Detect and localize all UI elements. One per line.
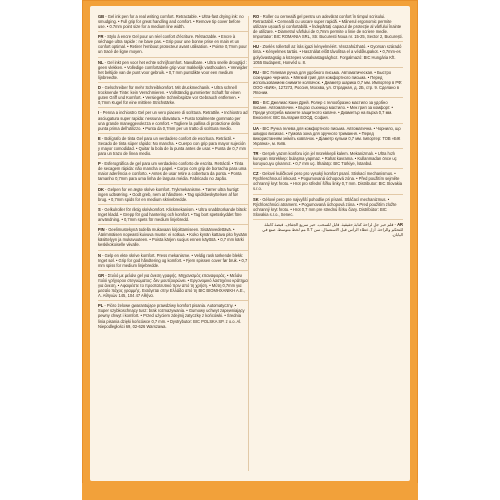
language-code: E	[98, 135, 101, 141]
instruction-text: - Geelimustekynä todella mukavaan kirjoittamiseen. Sisäänvedettävä. • Äärimmäisen nopeasti kuivuva muste: ei sotkua. • Koko kynän kattava pito hyvään käsittelyyn ja mukavuuteen. • Poista kärjen suojus ennen käyttöä. • 0,7 mm kärki keskikokoiselle viivalle.	[98, 227, 248, 248]
language-code: DK	[98, 186, 104, 192]
language-paragraph-ua	[253, 126, 403, 146]
language-code: CZ	[253, 171, 259, 177]
language-code: FIN	[98, 227, 105, 233]
language-paragraph-gr	[98, 273, 248, 298]
language-code: NL	[98, 59, 104, 65]
paragraph-divider	[98, 133, 248, 134]
instruction-text: - Gélové pero pre najvyšší pohodlie pri písaní. Stláčací mechanizmus. • Rýchloschnúci atrament. • Pogumovaná úchopová zóna. • Pred použitím zložte ochranný kryt hrotu. • Hrot 0,7 mm pre strednú šírku čiary. Distribútor: BIC Slovakia s.r.o., Senec.	[253, 196, 397, 217]
language-code: RO	[253, 14, 260, 19]
language-code: TR	[253, 150, 259, 156]
language-code: HU	[253, 44, 259, 50]
language-paragraph-bg	[253, 100, 403, 120]
language-paragraph-i	[98, 110, 248, 130]
paragraph-divider	[98, 224, 248, 225]
language-paragraph-dk	[98, 187, 248, 202]
language-code: N	[98, 252, 101, 258]
instruction-text: - Gelschreiber für mehr Schreibkomfort. Mit druckmechanik. • Ultra schnell trocknende Tinte: kein Verschmieren. • Vollständig gummierter Schaft für einen guten Griff und Komfort. • Versiegelte Schreibspitze vor Gebrauch entfernen. • 0,7mm Kugel für eine mittlere Strichstärke.	[98, 85, 241, 106]
instruction-text: - Gel ink pen for a real writing comfort. Retractable. • Ultra-fast drying ink: no smudging. • Full grip for great handling and comfort. • Remove tip cover before use. • 0.7mm point size for a medium line width.	[98, 14, 244, 30]
instruction-text: - Gerçek yazım konforu için jel mürekkepli kalem. Mekanizmalı. • Ultra hızlı kuruyan mürekkep: bulaşma yapmaz. • Rahat kavrama. • Kullanmadan önce uç koruyucuyu çıkarınız. • 0,7 mm uç. İthalatçı: BIC Türkiye, İstanbul.	[253, 150, 397, 167]
instruction-text: - BIC Гелевая ручка для удобного письма. Автоматическая. • Быстро сохнущие чернила. • Мягкий грип для комфортного письма. • Перед использованием снимите колпачок. • Диаметр шарика 0,7 мм. Импортер в РФ: ООО «БИК», 127273, Россия, Москва, ул. Отрадная, д. 2Б, стр. 9. Сделано в Японии.	[253, 69, 403, 95]
instruction-text: - Gelp en ekte skrive komfort. Press mekanisme. • Veldig rask tørkende blekk: Inget søl. • Grip for god håndtering og komfort. • Fjern spissen cover før bruk. • 0,7 mm spiss for medium linjebredde.	[98, 252, 248, 268]
paragraph-divider	[253, 97, 403, 98]
paragraph-divider	[98, 270, 248, 271]
instruction-text: - Gelové kuličkové pero pro vysoký komfort psaní. Stiskací mechanismus. • Rychleschnoucí inkoust. • Pogumovaná úchopová zóna. • Před použitím sejměte ochranný kryt hrotu. • Hrot pro střední šířku linky 0,7 mm. Distributor: BIC Slovakia s.r.o.	[253, 171, 403, 192]
language-paragraph-e	[98, 136, 248, 156]
language-code: UA	[253, 125, 259, 131]
paragraph-divider	[253, 123, 403, 124]
instruction-text: - BIC Ручка гелева для комфортного письма. Автоматична. • Чорнило, що швидко висихає. • Гумова зона для зручного тримання. • Перед використанням зніміть ковпачок. • Діаметр кульки 0,7 мм. Імпортер: ТОВ «БІК Україна», м. Київ.	[253, 125, 401, 146]
language-code: I	[98, 110, 100, 116]
instruction-text: - Bolígrafo de tinta Gel para un verdadero confort de escritura. Retráctil. • Secado de tinta súper rápido: No mancha. • Cuerpo con grip para mayor sujeción y mayor comodidad. • Quitar la bola de la punta antes de usar. • Punta de 0,7 mm para un trazo de línea medio.	[98, 135, 247, 156]
language-code: GB	[98, 14, 105, 19]
language-code: D	[98, 85, 101, 91]
instruction-text: - Gelkulroller för riktig skrivkomfort. Klickmekanism. • Ultra snabbtorkande bläck: Inget kladd. • Grepp för god hantering och komfort. • Tag bort spetsskyddet före användning. • 0,7mm spets för medium linjebredd.	[98, 206, 248, 222]
language-code: FR	[98, 34, 104, 40]
paragraph-divider	[253, 168, 403, 169]
language-code: GR	[98, 272, 105, 278]
language-paragraph-ro	[253, 14, 403, 39]
instruction-text: - Gelpen for en ægte skrive komfort. Trykmekanisme. • Tørrer ultra hurtigt: ingen udtværing. • Godt greb, nem at håndtere. • Tag spidsbeskyttelsen af før brug. • 0,7mm spids for en medium skrivebredde.	[98, 186, 240, 202]
language-code: AR	[397, 222, 403, 228]
language-paragraph-s	[98, 207, 248, 222]
paragraph-divider	[253, 67, 403, 68]
paragraph-divider	[253, 219, 403, 220]
paragraph-divider	[98, 82, 248, 83]
language-paragraph-hu	[253, 44, 403, 64]
left-column	[98, 14, 248, 331]
column-divider	[248, 16, 249, 471]
instruction-text: - BIC Джелиас Каин Дрей. Ролер с гелообразно мастило за удобно писане. Автоматичен. • Бързо съхнещо мастило. • Мек грип за комфорт. • Преди употреба махнете защитното капаче. • Диаметър на върха 0,7 мм. Вносител: BIC България ЕООД, София.	[253, 100, 393, 121]
paragraph-divider	[98, 57, 248, 58]
instruction-text: - Esferográfica de gel para um verdadeiro conforto de escrita. Retráctil. • Tinta de secagem rápida: não mancha o papel. • Corpo com grip de borracha para uma maior aderência e conforto. • Antes de usar retire a cobertura da ponta. • Ponta tamanho 0,7mm para uma linha de largura média. Fabricado no Japão.	[98, 161, 247, 182]
instruction-text: - Zselés rollertoll az írás igazi kényelméért. Visszahúzható. • Gyorsan száradó tinta. • Kényelmes tartás. • Használat előtt távolítsa el a védőkupakot. • 0,7mm-es golyóvastagság a közepes vonalvastagsághoz. Forgalmazó: BIC Hungária Kft. 1055 Budapest, Honvéd u. 8.	[253, 44, 402, 65]
paragraph-divider	[98, 107, 248, 108]
paragraph-divider	[253, 194, 403, 195]
paragraph-divider	[98, 204, 248, 205]
language-code: BG	[253, 100, 260, 106]
language-paragraph-gb	[98, 14, 248, 29]
language-paragraph-sk	[253, 197, 403, 217]
language-paragraph-d	[98, 85, 248, 105]
card-bottom-strip	[82, 483, 418, 500]
language-code: P	[98, 161, 101, 167]
paragraph-divider	[253, 148, 403, 149]
language-code: PL	[98, 303, 104, 309]
language-paragraph-cz	[253, 171, 403, 191]
instruction-text: - Gel inkt pen voor het echte schrijfcomfort. Navulbare. • Ultra snelle droogtijd : geen vlekken. • Volledige comfortabele grip voor makkelijk vasthouden. • Verwijder het beltijde van de punt voor gebruik. • 0,7 mm puntdikte voor een medium lijnbreedte.	[98, 59, 248, 80]
instruction-text: - Stylo à encre Gel pour un réel confort d'écriture. Rétractable. • Encre à séchage ultra rapide : ne bave pas. • Grip pour une bonne prise en main et un confort optimal. • Retirer l'embout protecteur avant utilisation. • Pointe 0,7mm pour un tracé de ligne moyen.	[98, 34, 247, 55]
language-paragraph-fr	[98, 34, 248, 54]
paragraph-divider	[253, 41, 403, 42]
language-paragraph-p	[98, 161, 248, 181]
language-paragraph-pl	[98, 303, 248, 328]
paragraph-divider	[98, 158, 248, 159]
instruction-text: - قلم حبر جل لراحة كتابة حقيقية. قابل للسحب. حبر سريع الجفاف. قبضة كاملة للتحكم والراحة. أزل غطاء الرأس قبل الاستعمال. سن 0.7 مم لخط متوسط. صنع في اليابان.	[262, 222, 403, 238]
instruction-text: - Pióro żelowe gwarantujące prawdziwy komfort pisania. Automatyczny. • Super szybkoschnący tusz: brak rozmazywania. • Gumowy uchwyt zapewniający pewny chwyt i komfort. • Przed użyciem zdejmij zatyczkę z końcówki. • Średnia linia pisania dzięki końcówce 0,7 mm. • Dystrybutor: BIC POLSKA SP. z o.o. Al. Niepodległości 69, 02-626 Warszawa.	[98, 303, 245, 329]
right-column	[253, 14, 403, 239]
packaging-card	[82, 0, 418, 500]
instructions-panel	[90, 6, 410, 481]
paragraph-divider	[98, 31, 248, 32]
language-code: SK	[253, 196, 259, 202]
instruction-text: - Στυλό με μελάνι gel για άνεση γραφής. Μηχανισμός επαναφοράς. • Μελάνι πολύ γρήγορου στεγνώματος: δεν μουτζουρώνει. • Εργονομικό λαστιχένιο κράτημα για άνεση. • Αφαιρέστε το προστατευτικό πριν από τη χρήση. • Μύτη 0,7mm για μεσαίο πάχος γραμμής. Εισάγεται στην Ελλάδα από τη BIC ΒΙΟΜΗΧΑΝΙΚΗ Α.Ε., Λ. Αθηνών 145, 104 47 Αθήνα.	[98, 272, 248, 299]
language-code: RU	[253, 69, 259, 75]
paragraph-divider	[98, 184, 248, 185]
instruction-text: - Roller cu cerneală gel pentru un adevărat confort în timpul scrisului. Retractabil. • Cerneală cu uscare super rapidă. • Mânerul ergonomic permite utilizare ușoară și confortabilă. • Îndepărtați capacul de protecție al vârfului înainte de utilizare. • Diametrul vârfului de 0,7mm permite o linie de scriere medie. Importator: BIC ROMANIA SRL, Str. Bucuresti Noua nr. 15-25, Sector 2, București.	[253, 14, 403, 40]
paragraph-divider	[98, 250, 248, 251]
language-paragraph-tr	[253, 151, 403, 166]
language-paragraph-nl	[98, 60, 248, 80]
language-paragraph-ar	[253, 222, 403, 237]
language-paragraph-fin	[98, 227, 248, 247]
paragraph-divider	[98, 300, 248, 301]
language-paragraph-n	[98, 253, 248, 268]
language-code: S	[98, 206, 101, 212]
instruction-text: - Penna a inchiostro Gel per un vero piacere di scrittura. Retrattile. • Inchiostro ad asciugatura super rapida: nessuna sbavatura. • Fusto totalmente gommato per una grande maneggevolezza e comfort. • Togliere la pallina di protezione della punta prima dell'utilizzo. • Punta da 0,7mm per un tratto di scrittura medio.	[98, 110, 248, 131]
language-paragraph-ru	[253, 70, 403, 95]
